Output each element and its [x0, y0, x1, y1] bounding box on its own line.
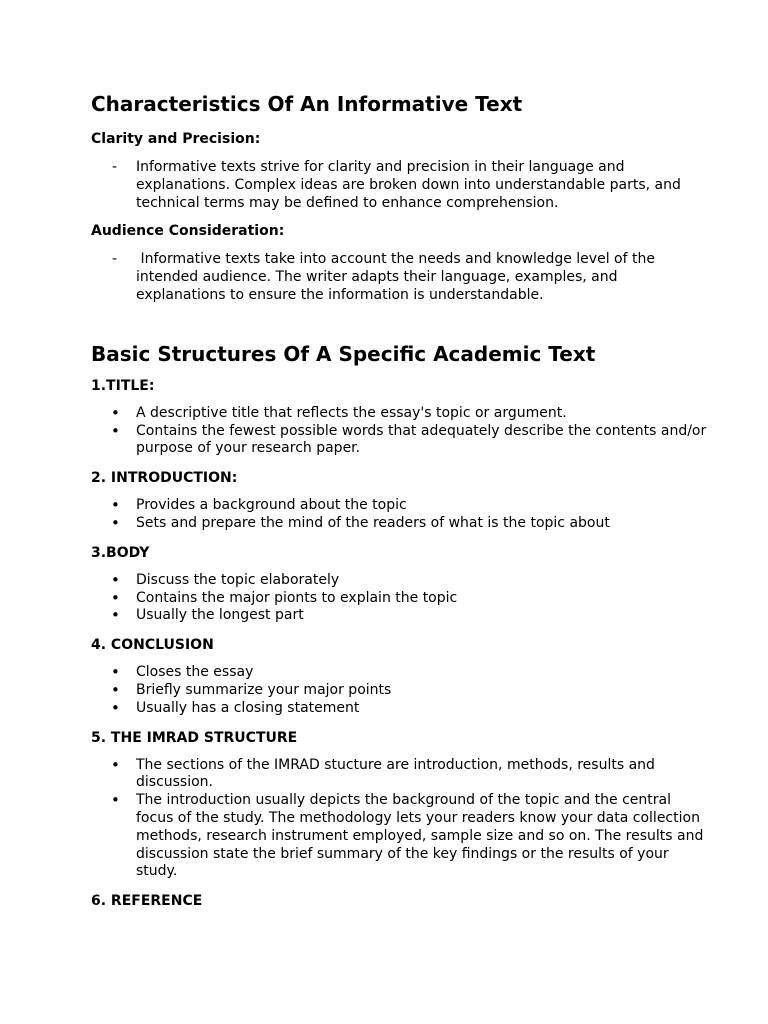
- list-title: [91, 405, 708, 458]
- heading-title: 1.TITLE:: [91, 377, 155, 394]
- section-title-characteristics: Characteristics Of An Informative Text: [91, 92, 523, 116]
- heading-introduction: 2. INTRODUCTION:: [91, 470, 238, 487]
- list-item: • A descriptive title that reflects the essay's topic or argument.: [111, 403, 567, 422]
- list-audience-consideration: [91, 251, 708, 304]
- list-item: - Informative texts strive for clarity and precision in their language and explanations. Complex ideas are broken down into understandable parts, and technical terms may be defined to enhance comprehension.: [112, 159, 681, 211]
- list-item: • Discuss the topic elaborately: [111, 570, 340, 589]
- list-conclusion: [91, 664, 708, 717]
- bullet-marker: •: [111, 403, 120, 422]
- heading-audience-consideration: Audience Consideration:: [91, 223, 285, 240]
- bullet-marker: •: [111, 606, 120, 625]
- dash-marker: -: [112, 251, 118, 268]
- list-item: - Informative texts take into account the needs and knowledge level of the intended audience. The writer adapts their language, examples, and explanations to ensure the information is understandable.: [112, 251, 660, 303]
- list-imrad-structure: [91, 757, 708, 882]
- bullet-marker: •: [111, 755, 120, 774]
- bullet-marker: •: [111, 663, 120, 682]
- heading-clarity-precision: Clarity and Precision:: [91, 131, 261, 147]
- bullet-marker: •: [111, 588, 120, 607]
- dash-marker: -: [112, 159, 118, 175]
- list-item: • Contains the fewest possible words that adequately describe the contents and/or purpose of your research paper.: [111, 421, 707, 457]
- heading-imrad-structure: 5. THE IMRAD STRUCTURE: [91, 729, 298, 746]
- list-clarity-precision: [91, 159, 708, 212]
- bullet-marker: •: [111, 513, 120, 532]
- list-item: • Provides a background about the topic: [111, 496, 407, 515]
- bullet-marker: •: [111, 680, 120, 699]
- bullet-marker: •: [111, 570, 120, 589]
- list-item: • The sections of the IMRAD stucture are introduction, methods, results and discussion.: [111, 755, 655, 791]
- section-title-structures: Basic Structures Of A Specific Academic Text: [91, 341, 596, 366]
- bullet-marker: •: [111, 496, 120, 515]
- list-item: • Sets and prepare the mind of the readers of what is the topic about: [111, 513, 610, 532]
- list-item: • Briefly summarize your major points: [111, 680, 392, 699]
- list-body: [91, 572, 708, 625]
- bullet-marker: •: [111, 421, 120, 440]
- bullet-marker: •: [111, 791, 120, 810]
- list-item: • Contains the major pionts to explain the topic: [111, 588, 458, 607]
- heading-body: 3.BODY: [91, 544, 150, 561]
- list-item: • Usually the longest part: [111, 606, 304, 625]
- heading-conclusion: 4. CONCLUSION: [91, 637, 214, 654]
- list-item: • The introduction usually depicts the background of the topic and the central focus of the study. The methodology lets your readers know your data collection methods, research instrument employed, sample size and so on. The results and discussion state the brief summary of the key findings or the results of your study.: [111, 791, 704, 880]
- list-introduction: [91, 497, 708, 533]
- list-item: • Usually has a closing statement: [111, 698, 360, 717]
- list-item: • Closes the essay: [111, 663, 254, 682]
- heading-reference: 6. REFERENCE: [91, 893, 203, 910]
- bullet-marker: •: [111, 698, 120, 717]
